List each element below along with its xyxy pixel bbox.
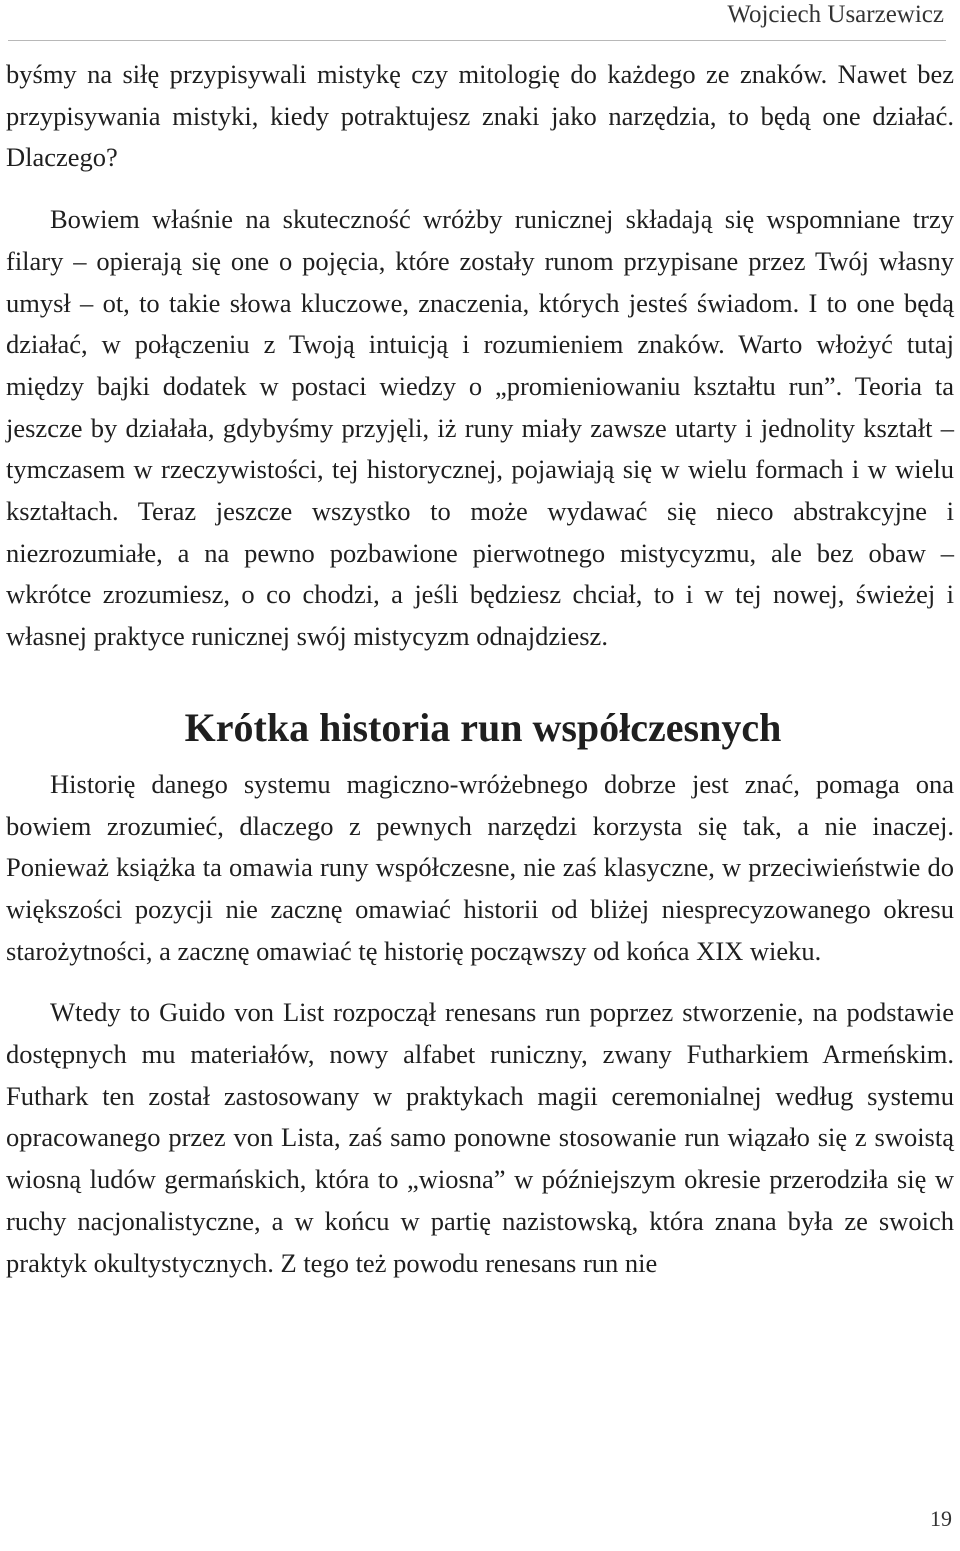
running-header-author: Wojciech Usarzewicz: [727, 1, 944, 28]
paragraph-guido-von-list: Wtedy to Guido von List rozpoczął renesans run poprzez stworzenie, na podstawie dostępnych mu materiałów, nowy alfabet runiczny, zwany Futharkiem Armeńskim. Futhark ten został zastosowany w praktykach magii ceremonialnej według systemu opracowanego przez von Lista, zaś samo ponowne stosowanie run wiązało się z swoistą wiosną ludów germańskich, która to „wiosna” w późniejszym okresie przerodziła się w ruchy nacjonalistyczne, a w końcu w partię nazistowską, która znana była ze swoich praktyk okultystycznych. Z tego też powodu renesans run nie: [6, 997, 954, 1278]
paragraph-history-intro: Historię danego systemu magiczno-wróżebnego dobrze jest znać, pomaga ona bowiem zrozumieć, dlaczego z pewnych narzędzi korzysta się tak, a nie inaczej. Ponieważ książka ta omawia runy współczesne, nie zaś klasyczne, w przeciwieństwie do większości pozycji nie zacznę omawiać historii od bliżej niesprecyzowanego okresu starożytności, a zacznę omawiać tę historię począwszy od końca XIX wieku.: [6, 768, 954, 966]
paragraph-continuation: byśmy na siłę przypisywali mistykę czy mitologię do każdego ze znaków. Nawet bez przypisywania mistyki, kiedy potraktujesz znaki jako narzędzia, to będą one działać. Dlaczego?: [6, 59, 954, 173]
section-heading: Krótka historia run współczesnych: [184, 704, 782, 750]
section-spacer: [6, 658, 954, 704]
section-spacer: [6, 752, 954, 764]
paragraph-three-pillars: Bowiem właśnie na skuteczność wróżby runicznej składają się wspomniane trzy filary – opierają się one o pojęcia, które zostały runom przypisane przez Twój własny umysł – ot, to takie słowa kluczowe, znaczenia, których jesteś świadom. I to one będą działać, w połączeniu z Twoją intuicją i rozumieniem znaków. Warto włożyć tutaj między bajki dodatek w postaci wiedzy o „promieniowaniu kształtu run”. Teoria ta jeszcze by działała, gdybyśmy przyjęli, iż runy miały zawsze utarty i jednolity kształt – tymczasem w rzeczywistości, tej historycznej, pojawiają się w wielu formach i w wielu kształtach. Teraz jeszcze wszystko to może wydawać się nieco abstrakcyjne i niezrozumiałe, a na pewno pozbawione pierwotnego mistycyzmu, ale bez obaw – wkrótce zrozumiesz, o co chodzi, a jeśli będziesz chciał, to i w tej nowej, świeżej i własnej praktyce runicznej swój mistycyzm odnajdziesz.: [6, 204, 954, 652]
page-number: 19: [930, 1506, 952, 1531]
page-content: [6, 54, 954, 1284]
paragraph-spacer: [6, 179, 954, 199]
paragraph-spacer: [6, 972, 954, 992]
header-divider: [8, 40, 946, 41]
